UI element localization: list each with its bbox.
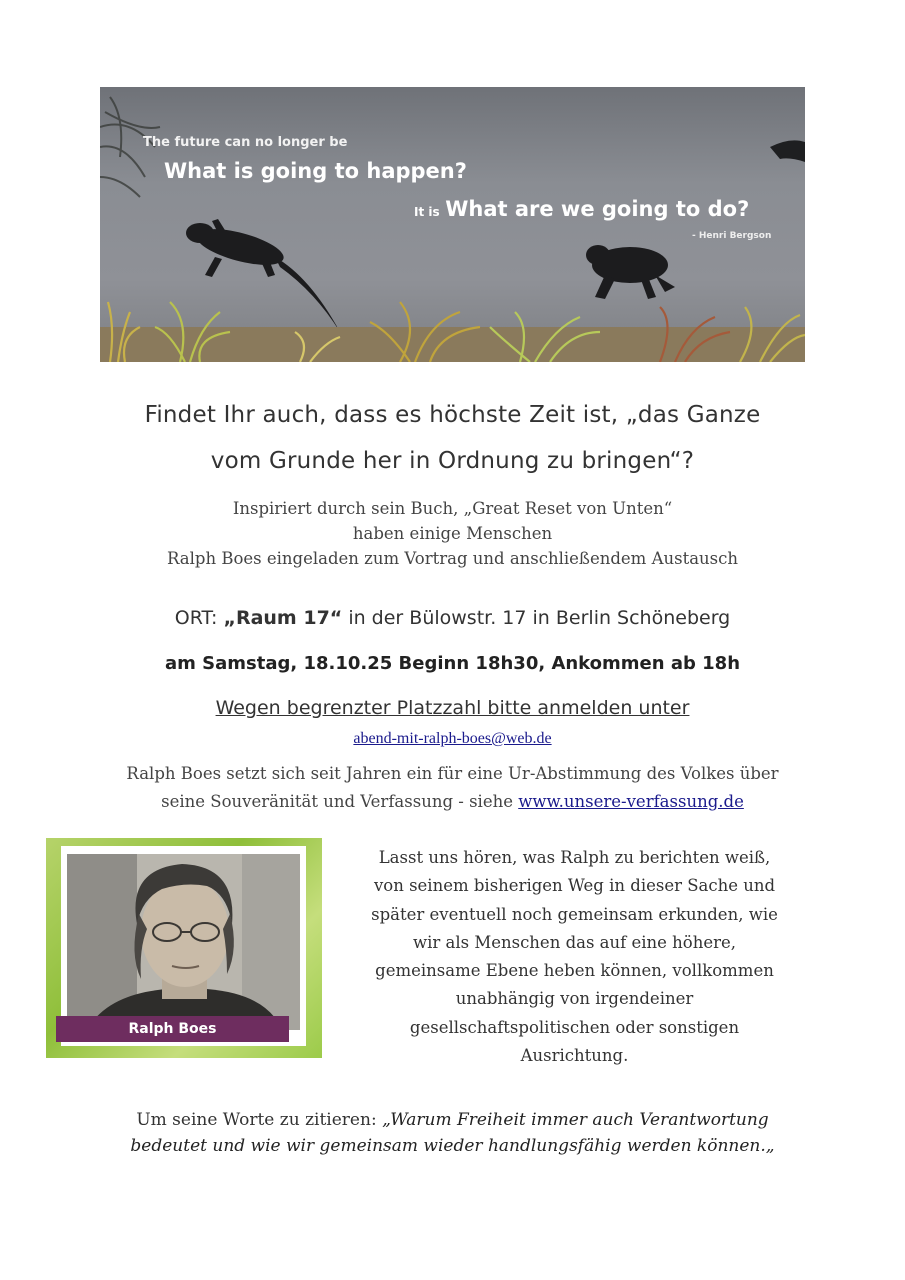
banner-quote-line3	[414, 197, 749, 221]
closing-quote	[0, 1107, 905, 1159]
about-line2	[0, 788, 905, 816]
location-prefix: ORT:	[174, 607, 224, 629]
location-address: in der Bülowstr. 17 in Berlin Schöneberg	[342, 607, 731, 629]
headline-line2: vom Grunde her in Ordnung zu bringen“?	[210, 448, 695, 474]
speaker-photo-frame	[46, 838, 322, 1058]
intro-line2: haben einige Menschen	[352, 524, 553, 543]
description-line: von seinem bisherigen Weg in dieser Sache und	[373, 876, 776, 896]
quote-text-part2: bedeutet und wie wir gemeinsam wieder handlungsfähig werden können.„	[130, 1136, 775, 1156]
speaker-portrait	[67, 854, 300, 1030]
website-link[interactable]: www.unsere-verfassung.de	[518, 792, 744, 811]
registration-text: Wegen begrenzter Platzzahl bitte anmelden unter	[215, 697, 690, 719]
banner-quote-line2: What is going to happen?	[164, 159, 467, 183]
description-line: Ausrichtung.	[520, 1046, 629, 1066]
banner-quote-line1: The future can no longer be	[143, 135, 348, 150]
intro-line3: Ralph Boes eingeladen zum Vortrag und anschließendem Austausch	[166, 549, 739, 568]
description-line: gemeinsame Ebene heben können, vollkommen	[375, 961, 774, 981]
description-line: unabhängig von irgendeiner	[455, 989, 694, 1009]
quote-prefix: Um seine Worte zu zitieren:	[136, 1110, 383, 1130]
description-line: später eventuell noch gemeinsam erkunden, wie	[371, 904, 778, 924]
event-date-line: am Samstag, 18.10.25 Beginn 18h30, Ankommen ab 18h	[164, 653, 741, 674]
description-line: gesellschaftspolitischen oder sonstigen	[409, 1017, 740, 1037]
event-description	[322, 844, 827, 1070]
speaker-photo	[67, 854, 300, 1030]
banner-quote-line3-prefix: It is	[414, 205, 440, 219]
description-line: Lasst uns hören, was Ralph zu berichten weiß,	[378, 848, 771, 867]
quote-line1	[0, 1107, 905, 1133]
about-line2-prefix: seine Souveränität und Verfassung - siehe	[161, 792, 519, 811]
about-block	[0, 760, 905, 816]
registration-email-link[interactable]: abend-mit-ralph-boes@web.de	[353, 730, 552, 747]
banner-scene	[100, 87, 805, 362]
header-banner-image	[100, 87, 805, 362]
about-line1: Ralph Boes setzt sich seit Jahren ein für eine Ur-Abstimmung des Volkes über	[126, 764, 779, 783]
location-line	[0, 607, 905, 629]
banner-quote-line3-main: What are we going to do?	[445, 197, 750, 221]
intro-block	[0, 496, 905, 571]
headline-line1: Findet Ihr auch, dass es höchste Zeit ist, „das Ganze	[144, 402, 761, 428]
speaker-name-label: Ralph Boes	[56, 1016, 289, 1042]
quote-line2	[0, 1133, 905, 1159]
banner-quote-author: - Henri Bergson	[692, 231, 772, 241]
description-line: wir als Menschen das auf eine höhere,	[412, 932, 737, 952]
location-venue: „Raum 17“	[223, 607, 343, 629]
registration-email-wrap	[0, 728, 905, 748]
quote-text-part1: „Warum Freiheit immer auch Verantwortung	[382, 1110, 769, 1130]
intro-line1: Inspiriert durch sein Buch, „Great Reset von Unten“	[232, 499, 673, 518]
